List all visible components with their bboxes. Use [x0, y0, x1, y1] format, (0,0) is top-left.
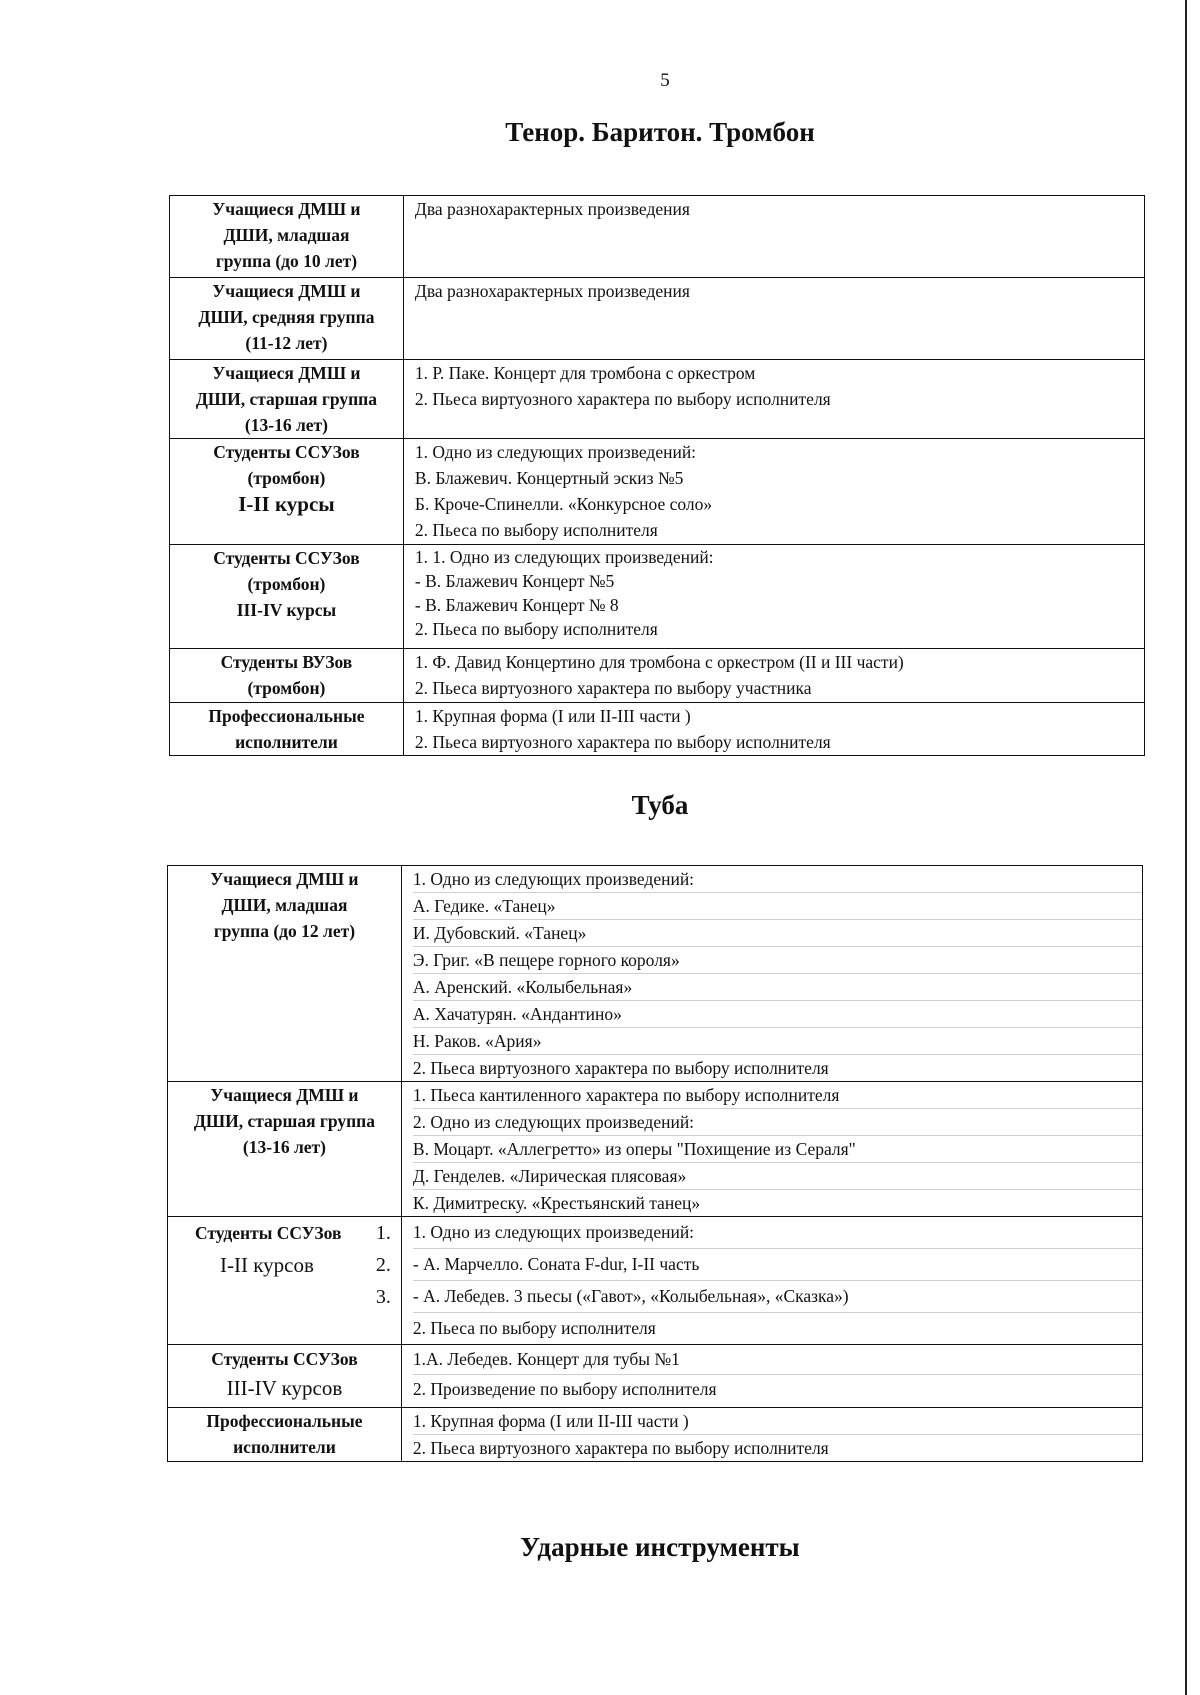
category-line: ДШИ, старшая группа — [195, 389, 378, 409]
category-cell — [170, 196, 404, 278]
repertoire-line: 1. Одно из следующих произведений: — [414, 442, 697, 462]
category-cell — [170, 703, 404, 756]
repertoire-line: - В. Блажевич Концерт № 8 — [414, 595, 619, 615]
table-row — [170, 703, 1145, 756]
repertoire-line: А. Аренский. «Колыбельная» — [413, 973, 1142, 1000]
repertoire-line: В. Моцарт. «Аллегретто» из оперы "Похищение из Сераля" — [413, 1135, 1142, 1162]
repertoire-cell — [401, 1217, 1142, 1345]
repertoire-cell — [401, 1345, 1142, 1408]
repertoire-line: Б. Кроче-Спинелли. «Конкурсное соло» — [414, 494, 713, 514]
category-cell — [170, 278, 404, 360]
category-line: (13-16 лет) — [244, 415, 328, 435]
table-row — [170, 196, 1145, 278]
repertoire-line: - А. Лебедев. 3 пьесы («Гавот», «Колыбельная», «Сказка») — [413, 1280, 1142, 1312]
repertoire-line: 1. Р. Паке. Концерт для тромбона с оркестром — [414, 363, 756, 383]
repertoire-line: 1. Одно из следующих произведений: — [412, 1222, 695, 1242]
category-line: группа (до 10 лет) — [215, 251, 358, 271]
repertoire-line: 1. Одно из следующих произведений: — [412, 869, 695, 889]
table-row — [168, 1408, 1143, 1462]
category-line: ДШИ, средняя группа — [198, 307, 375, 327]
category-cell — [170, 360, 404, 439]
table-row — [170, 360, 1145, 439]
category-cell — [170, 439, 404, 545]
repertoire-line: А. Хачатурян. «Андантино» — [413, 1000, 1142, 1027]
page-edge-line — [1185, 0, 1187, 1695]
category-line: Учащиеся ДМШ и — [212, 199, 361, 219]
table-row — [170, 439, 1145, 545]
category-line: исполнители — [235, 732, 338, 752]
repertoire-line: 1. 1. Одно из следующих произведений: — [414, 547, 714, 567]
list-number: 2. — [375, 1254, 391, 1276]
repertoire-line: 2. Пьеса виртуозного характера по выбору исполнителя — [414, 389, 831, 409]
table-row — [170, 649, 1145, 703]
category-line: Учащиеся ДМШ и — [210, 1085, 359, 1105]
category-cell — [170, 649, 404, 703]
repertoire-cell — [403, 439, 1144, 545]
repertoire-line: 2. Пьеса по выбору исполнителя — [414, 520, 658, 540]
category-line: Учащиеся ДМШ и — [212, 363, 361, 383]
repertoire-line: И. Дубовский. «Танец» — [413, 919, 1142, 946]
section-title-percussion: Ударные инструменты — [520, 1532, 800, 1562]
category-line: Студенты ССУЗов — [211, 1349, 358, 1369]
repertoire-cell — [403, 649, 1144, 703]
category-line: группа (до 12 лет) — [213, 921, 356, 941]
table-row — [168, 1345, 1143, 1408]
category-line: Профессиональные — [206, 1411, 363, 1431]
list-number: 3. — [375, 1286, 391, 1308]
repertoire-line: 2. Одно из следующих произведений: — [413, 1108, 1142, 1135]
repertoire-line: Э. Григ. «В пещере горного короля» — [413, 946, 1142, 973]
category-line: ДШИ, младшая — [223, 225, 350, 245]
category-line: (13-16 лет) — [242, 1137, 326, 1157]
repertoire-cell — [401, 866, 1142, 1082]
list-number: 1. — [375, 1222, 391, 1244]
repertoire-cell — [403, 196, 1144, 278]
repertoire-line: - В. Блажевич Концерт №5 — [414, 571, 615, 591]
category-line: III-IV курсов — [226, 1376, 343, 1400]
category-line: I-II курсов — [220, 1253, 314, 1277]
repertoire-line: Д. Генделев. «Лирическая плясовая» — [413, 1162, 1142, 1189]
repertoire-line: 2. Пьеса виртуозного характера по выбору исполнителя — [413, 1434, 1142, 1461]
repertoire-line: В. Блажевич. Концертный эскиз №5 — [414, 468, 684, 488]
page-number: 5 — [660, 70, 670, 91]
table-row — [168, 1217, 1143, 1345]
section-title-trombone: Тенор. Баритон. Тромбон — [505, 117, 815, 147]
category-line: исполнители — [233, 1437, 336, 1457]
repertoire-line: 2. Пьеса по выбору исполнителя — [414, 619, 658, 639]
repertoire-line: 2. Пьеса виртуозного характера по выбору исполнителя — [413, 1054, 1142, 1081]
repertoire-line: 1. Ф. Давид Концертино для тромбона с оркестром (II и III части) — [414, 652, 904, 672]
table-row — [170, 545, 1145, 649]
category-cell — [168, 1345, 402, 1408]
category-line: ДШИ, старшая группа — [193, 1111, 376, 1131]
repertoire-cell — [401, 1082, 1142, 1217]
category-line: I-II курсы — [238, 492, 335, 516]
category-line: Студенты ССУЗов — [213, 548, 360, 568]
repertoire-line: 2. Пьеса по выбору исполнителя — [413, 1312, 1142, 1344]
category-line: Учащиеся ДМШ и — [210, 869, 359, 889]
category-line: (тромбон) — [247, 574, 326, 594]
category-line: (тромбон) — [247, 678, 326, 698]
repertoire-line: 1.А. Лебедев. Концерт для тубы №1 — [412, 1349, 680, 1369]
tuba-table — [167, 865, 1143, 1462]
category-line: Студенты ССУЗов — [213, 442, 360, 462]
section-title-tuba: Туба — [631, 790, 689, 820]
repertoire-line: Два разнохарактерных произведения — [414, 281, 690, 301]
table-row — [170, 278, 1145, 360]
repertoire-line: А. Гедике. «Танец» — [413, 892, 1142, 919]
category-cell — [168, 1082, 402, 1217]
category-line: Профессиональные — [208, 706, 365, 726]
repertoire-cell — [403, 703, 1144, 756]
repertoire-line: 1. Пьеса кантиленного характера по выбору исполнителя — [412, 1085, 840, 1105]
category-line: ДШИ, младшая — [221, 895, 348, 915]
repertoire-line: К. Димитреску. «Крестьянский танец» — [413, 1189, 1142, 1216]
list-numbers — [376, 1217, 391, 1313]
category-line: III-IV курсы — [236, 600, 337, 620]
category-cell — [168, 1217, 402, 1345]
repertoire-cell — [403, 360, 1144, 439]
repertoire-cell — [401, 1408, 1142, 1462]
category-cell — [168, 1408, 402, 1462]
repertoire-line: 2. Произведение по выбору исполнителя — [413, 1374, 1142, 1404]
trombone-table — [169, 195, 1145, 756]
repertoire-line: Два разнохарактерных произведения — [414, 199, 690, 219]
category-line: Студенты ВУЗов — [220, 652, 353, 672]
repertoire-line: 2. Пьеса виртуозного характера по выбору исполнителя — [414, 732, 831, 752]
repertoire-line: 1. Крупная форма (I или II-III части ) — [412, 1411, 689, 1431]
category-line: Студенты ССУЗов — [195, 1223, 342, 1243]
repertoire-cell — [403, 545, 1144, 649]
category-line: (тромбон) — [247, 468, 326, 488]
repertoire-line: Н. Раков. «Ария» — [413, 1027, 1142, 1054]
category-line: (11-12 лет) — [245, 333, 328, 353]
category-cell — [168, 866, 402, 1082]
category-cell — [170, 545, 404, 649]
repertoire-line: - А. Марчелло. Соната F-dur, I-II часть — [413, 1248, 1142, 1280]
repertoire-line: 1. Крупная форма (I или II-III части ) — [414, 706, 691, 726]
repertoire-line: 2. Пьеса виртуозного характера по выбору участника — [414, 678, 812, 698]
repertoire-cell — [403, 278, 1144, 360]
table-row — [168, 1082, 1143, 1217]
category-line: Учащиеся ДМШ и — [212, 281, 361, 301]
table-row — [168, 866, 1143, 1082]
